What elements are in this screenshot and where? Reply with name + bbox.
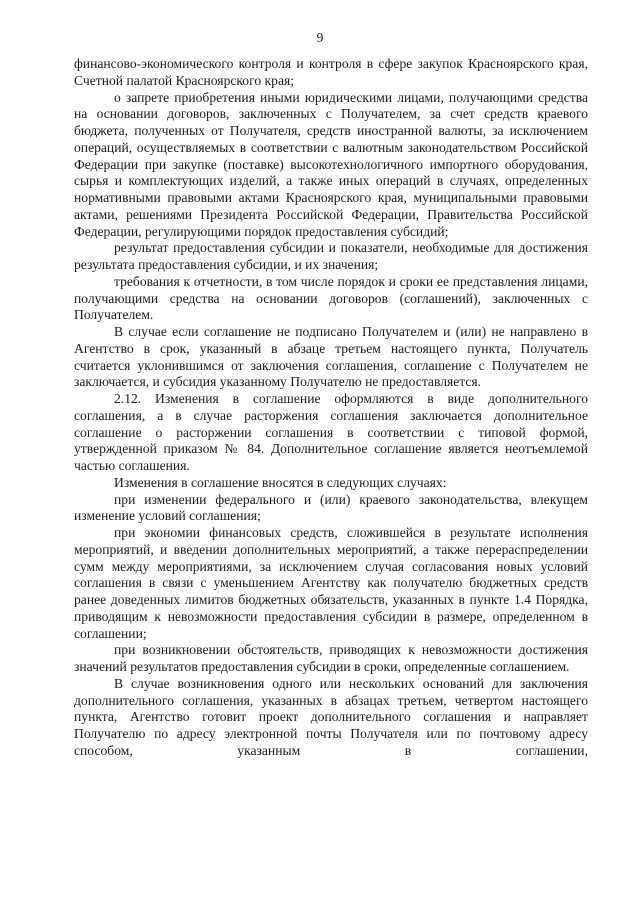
paragraph-6: 2.12. Изменения в соглашение оформляются в виде дополнительного соглашения, а в случае расторжения соглашения заключается дополнительное соглашение о расторжении соглашения в соответствии с типовой формой, утвержденной приказом № 84. Дополнительное соглашение является неотъемлемой частью соглашения.: [74, 391, 588, 473]
paragraph-10: при возникновении обстоятельств, приводящих к невозможности достижения значений результатов предоставления субсидии в сроки, определенные соглашением.: [74, 642, 588, 674]
page-number: 9: [316, 30, 324, 45]
paragraph-1: финансово-экономического контроля и контроля в сфере закупок Красноярского края, Счетной палатой Красноярского края;: [74, 56, 588, 88]
paragraph-11: В случае возникновения одного или нескольких оснований для заключения дополнительного соглашения, указанных в абзацах третьем, четвертом настоящего пункта, Агентство готовит проект дополнительного соглашения и направляет Получателю по адресу электронной почты Получателя или по почтовому адресу способом, указанным в соглашении,: [74, 675, 588, 758]
paragraph-8: при изменении федерального и (или) краевого законодательства, влекущем изменение условий соглашения;: [74, 491, 588, 524]
paragraph-7: Изменения в соглашение вносятся в следующих случаях:: [114, 474, 447, 490]
paragraph-4: требования к отчетности, в том числе порядок и сроки ее представления лицами, получающими средства на основании договоров (соглашений), заключенных с Получателем.: [74, 273, 588, 323]
paragraph-5: В случае если соглашение не подписано Получателем и (или) не направлено в Агентство в срок, указанный в абзаце третьем настоящего пункта, Получатель считается уклонившимся от заключения соглашения, соглашение с Получателем не заключается, и субсидия указанному Получателю не предоставляется.: [74, 324, 588, 390]
paragraph-3: результат предоставления субсидии и показатели, необходимые для достижения результата предоставления субсидии, и их значения;: [74, 240, 588, 272]
paragraph-9: при экономии финансовых средств, сложившейся в результате исполнения мероприятий, и введении дополнительных мероприятий, а также перераспределении сумм между мероприятиями, за исключением случая согласования новых условий соглашения в связи с уменьшением Агентству как получателю бюджетных средств ранее доведенных лимитов бюджетных обязательств, указанных в пункте 1.4 Порядка, приводящим к невозможности предоставления субсидии в размере, определенном в соглашении;: [74, 525, 588, 641]
paragraph-2: о запрете приобретения иными юридическими лицами, получающими средства на основании договоров, заключенных с Получателем, за счет средств краевого бюджета, полученных от Получателя, средств иностранной валюты, за исключением операций, осуществляемых в соответствии с валютным законодательством Российской Федерации при закупке (поставке) высокотехнологичного импортного оборудования, сырья и комплектующих изделий, а также иных операций в случаях, определенных нормативными правовыми актами Красноярского края, муниципальными правовыми актами, решениями Президента Российской Федерации, Правительства Российской Федерации, регулирующими порядок предоставления субсидий;: [74, 89, 588, 239]
document-body: [74, 56, 588, 760]
